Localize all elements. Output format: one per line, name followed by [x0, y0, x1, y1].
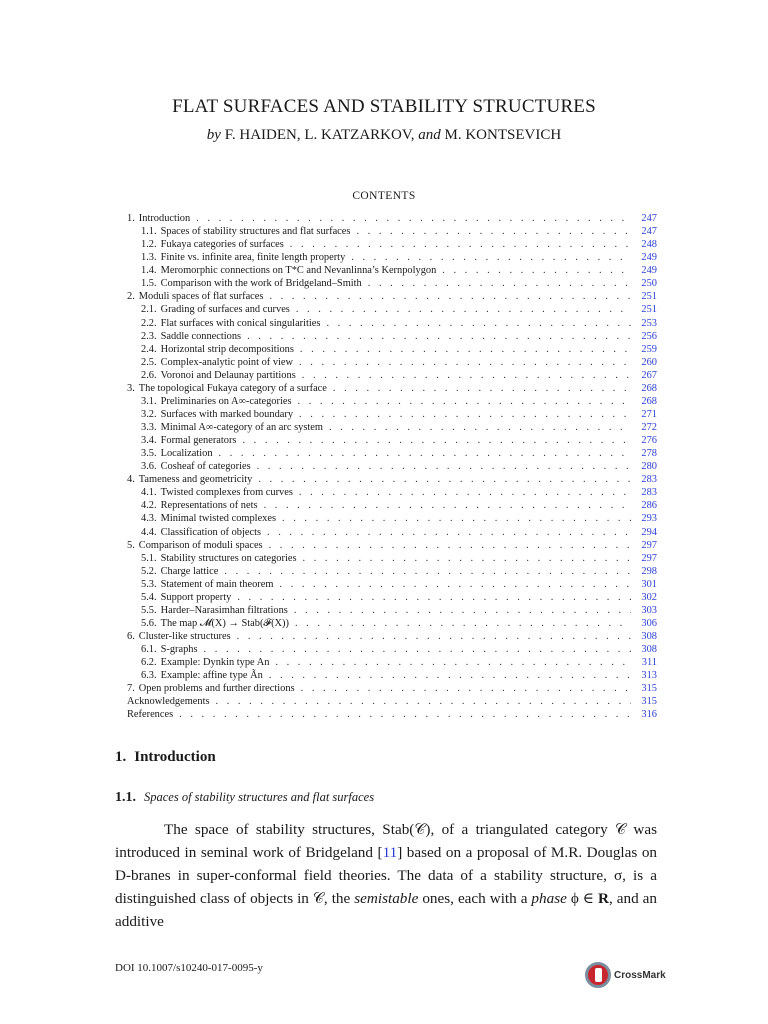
toc-entry-number: 2.3. — [141, 330, 157, 342]
toc-dot-leader — [247, 330, 631, 343]
toc-dot-leader — [219, 447, 631, 460]
toc-dot-leader — [237, 591, 631, 604]
toc-entry-label: Cosheaf of categories — [160, 461, 251, 473]
toc-page-link[interactable]: 256 — [641, 330, 657, 342]
toc-entry-label: Voronoi and Delaunay partitions — [160, 369, 296, 381]
section-title: Introduction — [134, 749, 216, 765]
toc-entry[interactable] — [127, 552, 657, 565]
toc-entry-label: Fukaya categories of surfaces — [160, 239, 284, 251]
toc-entry-number: 3.1. — [141, 395, 157, 407]
toc-dot-leader — [294, 604, 631, 617]
toc-entry-number: 3. — [127, 382, 135, 394]
toc-page-link[interactable]: 316 — [641, 709, 657, 721]
toc-entry[interactable] — [127, 486, 657, 499]
toc-page-link[interactable]: 247 — [641, 213, 657, 224]
toc-entry[interactable] — [127, 656, 657, 669]
section-heading — [115, 749, 216, 766]
toc-page-link[interactable]: 253 — [641, 317, 657, 329]
toc-entry[interactable] — [127, 303, 657, 316]
toc-entry-number: 5.4. — [141, 591, 157, 603]
toc-entry-number: 2.1. — [141, 304, 157, 316]
toc-dot-leader — [267, 526, 631, 539]
toc-page-link[interactable]: 313 — [641, 670, 657, 682]
toc-dot-leader — [303, 552, 631, 565]
toc-page-link[interactable]: 311 — [641, 657, 657, 669]
toc-entry-number: 6. — [127, 631, 135, 642]
toc-dot-leader — [329, 421, 631, 434]
toc-page-link[interactable]: 259 — [641, 343, 657, 355]
toc-entry-label: Complex-analytic point of view — [160, 356, 294, 368]
toc-entry-number: 3.5. — [141, 448, 157, 460]
toc-entry-label: Horizontal strip decompositions — [160, 343, 294, 355]
toc-entry[interactable] — [127, 591, 657, 604]
toc-page-link[interactable]: 303 — [641, 604, 657, 616]
toc-entry-number: 5.5. — [141, 604, 157, 616]
toc-entry[interactable] — [127, 369, 657, 382]
toc-page-link[interactable]: 280 — [641, 461, 657, 473]
toc-entry-number: 4. — [127, 474, 135, 486]
toc-page-link[interactable]: 302 — [641, 591, 657, 603]
toc-entry[interactable] — [127, 512, 657, 525]
toc-entry-label: Finite vs. infinite area, finite length property — [160, 252, 346, 264]
toc-dot-leader — [264, 499, 631, 512]
toc-entry[interactable] — [127, 526, 657, 539]
toc-dot-leader — [290, 238, 631, 251]
toc-entry[interactable] — [127, 382, 657, 395]
toc-entry-number: 4.3. — [141, 513, 157, 525]
toc-dot-leader — [269, 290, 631, 303]
toc-entry-number: 6.1. — [141, 644, 157, 656]
toc-dot-leader — [442, 264, 631, 277]
toc-dot-leader — [275, 656, 631, 669]
toc-page-link[interactable]: 267 — [641, 369, 657, 381]
toc-entry-label: Statement of main theorem — [160, 578, 274, 590]
toc-entry[interactable] — [127, 264, 657, 277]
crossmark-icon — [585, 962, 611, 988]
contents-heading: CONTENTS — [352, 190, 416, 202]
toc-entry-label: Formal generators — [160, 435, 237, 447]
toc-dot-leader — [296, 303, 631, 316]
para-text-5: , and an additive — [115, 890, 657, 930]
toc-entry[interactable] — [127, 643, 657, 656]
toc-entry-label: Minimal twisted complexes — [160, 513, 277, 525]
toc-dot-leader — [196, 212, 631, 225]
toc-entry-number: 6.2. — [141, 657, 157, 669]
toc-page-link[interactable]: 278 — [641, 448, 657, 460]
toc-page-link[interactable]: 260 — [641, 356, 657, 368]
toc-entry[interactable] — [127, 434, 657, 447]
toc-entry[interactable] — [127, 251, 657, 264]
toc-entry-label: Preliminaries on A∞-categories — [160, 395, 292, 407]
toc-page-link[interactable]: 306 — [641, 617, 657, 629]
author-haiden: F. HAIDEN, — [224, 127, 301, 143]
toc-dot-leader — [299, 486, 631, 499]
toc-entry[interactable] — [127, 277, 657, 290]
para-text-2: ] based on a proposal of M.R. Douglas on D-branes in super-conformal field theories. The data of a stability structure, σ, is a distinguished class of objects in 𝒞, the — [115, 844, 658, 907]
toc-dot-leader — [279, 578, 631, 591]
toc-entry-label: Acknowledgements — [127, 696, 210, 708]
para-reals: R — [598, 890, 609, 907]
para-text-3: ones, each with a — [418, 890, 532, 907]
toc-entry-label: Example: affine type Ãn — [160, 670, 263, 682]
toc-page-link[interactable]: 301 — [641, 578, 657, 590]
toc-dot-leader — [258, 473, 631, 486]
toc-page-link[interactable]: 268 — [641, 395, 657, 407]
toc-entry[interactable] — [127, 473, 657, 486]
toc-entry-label: Stability structures on categories — [160, 552, 297, 564]
subsection-title: Spaces of stability structures and flat surfaces — [144, 790, 375, 804]
toc-page-link[interactable]: 297 — [641, 552, 657, 564]
toc-entry-label: Grading of surfaces and curves — [160, 304, 290, 316]
toc-page-link[interactable]: 247 — [641, 226, 657, 238]
toc-entry[interactable] — [127, 695, 657, 708]
toc-dot-leader — [326, 317, 631, 330]
toc-entry[interactable] — [127, 630, 657, 643]
toc-entry[interactable] — [127, 539, 657, 552]
toc-entry[interactable] — [127, 395, 657, 408]
toc-entry-label: Twisted complexes from curves — [160, 487, 293, 499]
toc-page-link[interactable]: 249 — [641, 265, 657, 277]
table-of-contents — [127, 212, 657, 721]
toc-entry-label: Surfaces with marked boundary — [160, 408, 294, 420]
toc-dot-leader — [269, 539, 631, 552]
byline-by: by — [206, 127, 221, 143]
para-text-4: ϕ ∈ — [566, 890, 599, 907]
toc-entry-number: 2.6. — [141, 369, 157, 381]
toc-entry-number: 1.1. — [141, 226, 157, 238]
toc-dot-leader — [295, 617, 631, 630]
toc-page-link[interactable]: 276 — [641, 435, 657, 447]
toc-page-link[interactable]: 250 — [641, 278, 657, 290]
toc-entry-label: The map 𝓜(X) → Stab(𝓕(X)) — [160, 617, 289, 629]
toc-entry[interactable] — [127, 290, 657, 303]
toc-entry[interactable] — [127, 460, 657, 473]
author-katzarkov: L. KATZARKOV, — [304, 127, 415, 143]
toc-entry-number: 1. — [127, 213, 135, 224]
toc-page-link[interactable]: 283 — [641, 487, 657, 499]
intro-paragraph — [115, 818, 657, 933]
toc-dot-leader — [299, 356, 631, 369]
toc-entry-number: 6.3. — [141, 670, 157, 682]
toc-dot-leader — [301, 682, 631, 695]
toc-dot-leader — [302, 369, 631, 382]
toc-entry-label: Classification of objects — [160, 526, 262, 538]
toc-entry[interactable] — [127, 330, 657, 343]
toc-entry-label: Support property — [160, 591, 232, 603]
author-kontsevich: M. KONTSEVICH — [444, 127, 562, 143]
citation-link[interactable]: 11 — [382, 844, 398, 861]
toc-entry[interactable] — [127, 343, 657, 356]
toc-dot-leader — [333, 382, 631, 395]
subsection-heading — [115, 790, 374, 806]
toc-entry-number: 4.1. — [141, 487, 157, 499]
byline-and: and — [418, 127, 441, 143]
toc-entry[interactable] — [127, 238, 657, 251]
toc-page-link[interactable]: 297 — [641, 539, 657, 551]
toc-entry[interactable] — [127, 317, 657, 330]
toc-page-link[interactable]: 251 — [641, 291, 657, 303]
toc-entry-number: 1.5. — [141, 278, 157, 290]
toc-entry-label: Introduction — [138, 213, 191, 224]
toc-page-link[interactable]: 248 — [641, 239, 657, 251]
para-text-1: The space of stability structures, Stab(𝒞), of a triangulated category 𝒞 was introduced in seminal work of Bridgeland [ — [115, 821, 657, 861]
paper-title: FLAT SURFACES AND STABILITY STRUCTURES — [172, 96, 596, 117]
section-number: 1. — [115, 749, 127, 765]
toc-entry-number: 3.4. — [141, 435, 157, 447]
toc-entry-number: 7. — [127, 683, 135, 695]
byline — [0, 127, 768, 144]
toc-entry[interactable] — [127, 604, 657, 617]
toc-page-link[interactable]: 249 — [641, 252, 657, 264]
toc-dot-leader — [242, 434, 631, 447]
toc-dot-leader — [356, 225, 631, 238]
toc-entry-number: 1.3. — [141, 252, 157, 264]
toc-entry-label: Minimal A∞-category of an arc system — [160, 422, 323, 433]
toc-page-link[interactable]: 268 — [641, 382, 657, 394]
toc-entry[interactable] — [127, 565, 657, 578]
crossmark-label: CrossMark — [614, 969, 666, 981]
toc-entry-label: Representations of nets — [160, 500, 258, 512]
toc-page-link[interactable]: 308 — [641, 631, 657, 642]
toc-entry-label: Example: Dynkin type An — [160, 657, 270, 669]
toc-entry-label: Localization — [160, 448, 213, 460]
toc-dot-leader — [269, 669, 631, 682]
toc-entry[interactable] — [127, 447, 657, 460]
toc-entry[interactable] — [127, 212, 657, 225]
toc-page-link[interactable]: 251 — [641, 304, 657, 316]
toc-entry-number: 1.4. — [141, 265, 157, 277]
toc-dot-leader — [298, 395, 632, 408]
toc-entry[interactable] — [127, 708, 657, 721]
toc-entry-number: 4.2. — [141, 500, 157, 512]
toc-page-link[interactable]: 271 — [641, 408, 657, 420]
toc-entry-label: S-graphs — [160, 644, 198, 656]
toc-entry-label: Open problems and further directions — [138, 683, 295, 695]
toc-entry-number: 2.2. — [141, 317, 157, 329]
toc-entry-number: 2. — [127, 291, 135, 303]
toc-entry[interactable] — [127, 578, 657, 591]
crossmark-badge[interactable] — [585, 962, 666, 988]
toc-entry-label: Comparison with the work of Bridgeland–Smith — [160, 278, 362, 290]
toc-entry-label: Charge lattice — [160, 565, 219, 577]
toc-page-link[interactable]: 315 — [641, 683, 657, 695]
toc-entry-number: 3.6. — [141, 461, 157, 473]
toc-dot-leader — [257, 460, 631, 473]
toc-entry[interactable] — [127, 356, 657, 369]
toc-entry-number: 2.5. — [141, 356, 157, 368]
toc-entry-number: 1.2. — [141, 239, 157, 251]
toc-entry-label: Harder–Narasimhan filtrations — [160, 604, 288, 616]
toc-entry-label: Moduli spaces of flat surfaces — [138, 291, 264, 303]
toc-page-link[interactable]: 293 — [641, 513, 657, 525]
toc-entry-label: Tameness and geometricity — [138, 474, 253, 486]
toc-entry-number: 5.2. — [141, 565, 157, 577]
toc-entry-label: Flat surfaces with conical singularities — [160, 317, 321, 329]
toc-entry[interactable] — [127, 669, 657, 682]
toc-entry-number: 2.4. — [141, 343, 157, 355]
subsection-number: 1.1. — [115, 790, 136, 805]
toc-entry-label: Meromorphic connections on T*C and Nevanlinna’s Kernpolygon — [160, 265, 437, 277]
toc-page-link[interactable]: 283 — [641, 474, 657, 486]
toc-entry-number: 5.6. — [141, 617, 157, 629]
toc-dot-leader — [300, 343, 631, 356]
toc-dot-leader — [204, 643, 631, 656]
toc-entry-number: 4.4. — [141, 526, 157, 538]
toc-entry-number: 5.3. — [141, 578, 157, 590]
toc-entry-label: Cluster-like structures — [138, 631, 231, 642]
toc-entry-number: 3.3. — [141, 422, 157, 433]
para-phase: phase — [531, 890, 567, 907]
toc-page-link[interactable]: 286 — [641, 500, 657, 512]
toc-dot-leader — [179, 708, 631, 721]
toc-dot-leader — [237, 630, 631, 643]
toc-entry[interactable] — [127, 408, 657, 421]
toc-entry-number: 3.2. — [141, 408, 157, 420]
toc-dot-leader — [368, 277, 631, 290]
toc-dot-leader — [351, 251, 631, 264]
toc-entry-label: The topological Fukaya category of a surface — [138, 382, 327, 394]
doi-line: DOI 10.1007/s10240-017-0095-y — [115, 962, 263, 974]
toc-dot-leader — [299, 408, 631, 421]
toc-page-link[interactable]: 272 — [641, 422, 657, 433]
toc-entry-label: Comparison of moduli spaces — [138, 539, 263, 551]
toc-entry-label: Spaces of stability structures and flat surfaces — [160, 226, 351, 238]
toc-entry[interactable] — [127, 499, 657, 512]
toc-page-link[interactable]: 315 — [641, 696, 657, 708]
toc-entry[interactable] — [127, 421, 657, 434]
para-semistable: semistable — [354, 890, 419, 907]
toc-entry-number: 5. — [127, 539, 135, 551]
toc-entry-number: 5.1. — [141, 552, 157, 564]
toc-entry[interactable] — [127, 617, 657, 630]
toc-page-link[interactable]: 298 — [641, 565, 657, 577]
toc-dot-leader — [216, 695, 631, 708]
toc-dot-leader — [224, 565, 631, 578]
toc-dot-leader — [282, 512, 631, 525]
toc-page-link[interactable]: 308 — [641, 644, 657, 656]
toc-entry[interactable] — [127, 225, 657, 238]
toc-entry[interactable] — [127, 682, 657, 695]
toc-page-link[interactable]: 294 — [641, 526, 657, 538]
toc-entry-label: Saddle connections — [160, 330, 242, 342]
toc-entry-label: References — [127, 709, 174, 721]
